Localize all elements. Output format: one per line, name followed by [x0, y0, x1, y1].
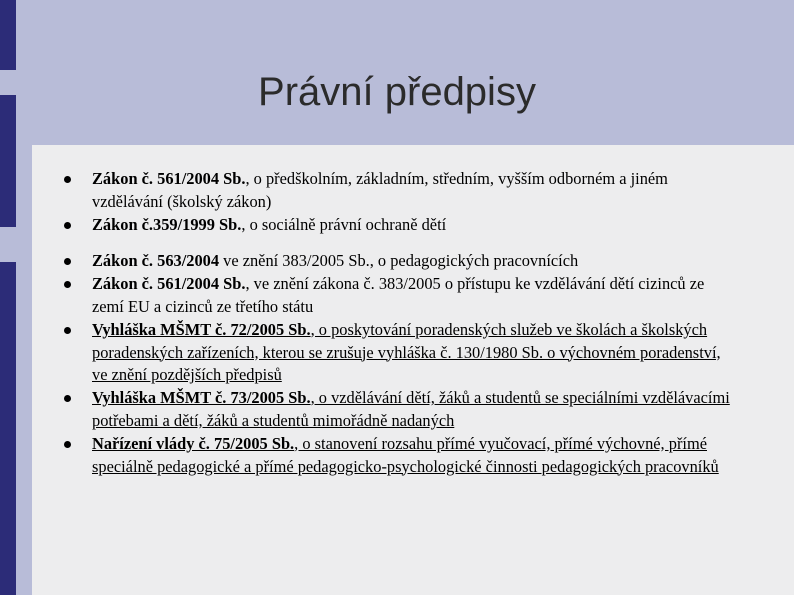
law-name[interactable]: Nařízení vlády č. 75/2005 Sb. [92, 433, 295, 453]
law-description[interactable]: , o poskytování poradenských služeb ve školách a školských poradenských zařízeních, kterou se zrušuje vyhláška č. 130/1980 Sb. o výchovném poradenství, ve znění pozdějších předpisů [92, 319, 721, 385]
law-name: Zákon č. 561/2004 Sb. [92, 169, 246, 188]
bullet-icon [64, 441, 71, 448]
law-description[interactable]: , o vzdělávání dětí, žáků a studentů se speciálními vzdělávacími potřebami a dětí, žáků a studentů mimořádně nadaných [92, 388, 730, 430]
slide-title: Právní předpisy [258, 70, 536, 114]
law-description: , ve znění zákona č. 383/2005 o přístupu ke vzdělávání dětí cizinců ze zemí EU a cizinců ze třetího státu [92, 274, 705, 316]
law-name[interactable]: Vyhláška MŠMT č. 73/2005 Sb. [92, 388, 311, 408]
law-description[interactable]: , o stanovení rozsahu přímé vyučovací, přímé výchovné, přímé speciálně pedagogické a přímé pedagogicko-psychologické činnosti pedagogických pracovníků [92, 433, 719, 476]
decorative-bar [0, 262, 16, 595]
list-item[interactable] [92, 387, 732, 433]
law-description: , o sociálně právní ochraně dětí [241, 214, 447, 234]
law-description: , o předškolním, základním, středním, vyšším odborném a jiném vzdělávání (školský zákon) [92, 169, 668, 211]
bullet-icon [64, 222, 71, 229]
bullet-icon [64, 327, 71, 334]
regulation-list [92, 168, 732, 478]
list-item [92, 273, 732, 319]
bullet-icon [64, 176, 71, 183]
list-item [92, 168, 732, 214]
law-description: ve znění 383/2005 Sb., o pedagogických pracovnících [219, 251, 579, 271]
list-item [92, 214, 732, 237]
list-item[interactable] [92, 319, 732, 387]
law-name: Zákon č.359/1999 Sb. [92, 214, 242, 234]
law-name[interactable]: Vyhláška MŠMT č. 72/2005 Sb. [92, 319, 311, 339]
law-name: Zákon č. 563/2004 [92, 251, 220, 271]
list-item [92, 250, 732, 273]
decorative-bar [0, 0, 16, 70]
list-item[interactable] [92, 433, 732, 479]
law-name: Zákon č. 561/2004 Sb. [92, 274, 246, 294]
